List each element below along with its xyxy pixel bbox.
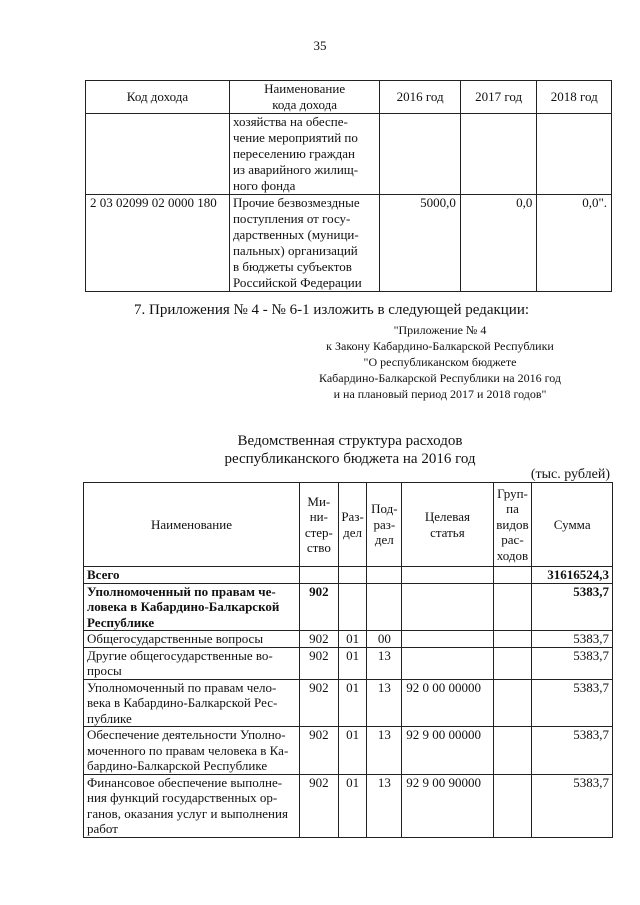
header-line: Под-: [371, 501, 398, 517]
cell-name-line: моченного по правам человека в Ка-: [87, 742, 289, 758]
header-line: стер-: [304, 524, 333, 540]
cell-2016: [380, 114, 461, 195]
cell-ministry: 902: [300, 631, 339, 648]
income-table-header: [86, 81, 612, 114]
header-line: раз-: [373, 516, 396, 532]
cell-ministry: 902: [300, 679, 339, 727]
page-number: 35: [313, 38, 327, 53]
cell-ministry: 902: [300, 583, 339, 631]
cell-group: [493, 583, 532, 631]
header-line: видов: [496, 516, 529, 532]
header-ministry: [300, 483, 339, 567]
cell-name-line: в бюджеты субъектов: [232, 259, 352, 274]
cell-ministry: [300, 567, 339, 584]
header-2017: 2017 год: [460, 81, 537, 114]
cell-name-line: Республике: [87, 614, 155, 630]
table-row: [86, 195, 612, 292]
cell-section: 01: [338, 774, 367, 837]
income-table: [85, 80, 612, 292]
cell-name-line: Обеспечение деятельности Уполно-: [87, 727, 286, 742]
cell-sum: 5383,7: [532, 727, 613, 775]
cell-name: [84, 647, 300, 679]
cell-group: [493, 679, 532, 727]
cell-name: [84, 631, 300, 648]
cell-name: [84, 679, 300, 727]
cell-sum: 5383,7: [532, 647, 613, 679]
header-line: ство: [306, 540, 331, 555]
cell-name-line: Уполномоченный по правам че-: [87, 583, 276, 599]
cell-2017: 0,0: [460, 195, 537, 292]
cell-target: [402, 583, 493, 631]
cell-sum: 5383,7: [532, 631, 613, 648]
appendix-line: к Закону Кабардино-Балкарской Республики: [326, 339, 554, 353]
cell-subsection: 13: [367, 727, 402, 775]
table-row: [86, 114, 612, 195]
cell-target: [402, 631, 493, 648]
cell-ministry: 902: [300, 774, 339, 837]
cell-subsection: 13: [367, 647, 402, 679]
cell-2018: [537, 114, 612, 195]
cell-name-line: бардино-Балкарской Республике: [87, 758, 268, 773]
cell-name-line: чение мероприятий по: [232, 130, 358, 145]
header-line: ни-: [309, 509, 328, 524]
appendix-line: "Приложение № 4: [393, 323, 487, 337]
table-row: [84, 647, 613, 679]
appendix-line: "О республиканском бюджете: [363, 355, 517, 369]
cell-name: [84, 774, 300, 837]
cell-subsection: 13: [367, 774, 402, 837]
cell-group: [493, 774, 532, 837]
cell-subsection: [367, 583, 402, 631]
cell-subsection: 00: [367, 631, 402, 648]
cell-ministry: 902: [300, 727, 339, 775]
cell-code: 2 03 02099 02 0000 180: [86, 195, 230, 292]
cell-section: 01: [338, 647, 367, 679]
table-title-line: республиканского бюджета на 2016 год: [224, 451, 476, 467]
table-title-line: Ведомственная структура расходов: [237, 433, 463, 449]
cell-name: [229, 195, 379, 292]
header-2018: 2018 год: [537, 81, 612, 114]
paragraph-7: 7. Приложения № 4 - № 6-1 изложить в следующей редакции:: [134, 302, 530, 318]
header-line: Груп-: [497, 485, 528, 501]
cell-name-line: Всего: [87, 567, 120, 582]
cell-name-line: Российской Федерации: [232, 275, 362, 290]
cell-name-line: Прочие безвозмездные: [232, 195, 360, 210]
header-code: Код дохода: [86, 81, 230, 114]
table-row: [84, 631, 613, 648]
cell-name: [84, 727, 300, 775]
header-line: статья: [430, 524, 465, 540]
table-row: [84, 567, 613, 584]
header-sum: Сумма: [532, 483, 613, 567]
cell-target: 92 9 00 00000: [402, 727, 493, 775]
header-line: дел: [374, 532, 394, 548]
table-row: [84, 774, 613, 837]
header-target: [402, 483, 493, 567]
cell-name-line: Другие общегосударственные во-: [87, 647, 273, 663]
cell-name-line: пальных) организаций: [232, 243, 358, 258]
cell-sum: 31616524,3: [532, 567, 613, 584]
cell-section: 01: [338, 631, 367, 648]
header-line: ходов: [496, 547, 529, 563]
cell-section: 01: [338, 679, 367, 727]
cell-2017: [460, 114, 537, 195]
cell-target: 92 0 00 00000: [402, 679, 493, 727]
table-row: [84, 679, 613, 727]
cell-name-line: ловека в Кабардино-Балкарской: [87, 599, 280, 614]
header-subsection: [367, 483, 402, 567]
appendix-line: и на плановый период 2017 и 2018 годов": [333, 387, 547, 401]
header-line: Ми-: [307, 493, 331, 509]
cell-name: [84, 583, 300, 631]
cell-name-line: дарственных (муници-: [232, 227, 359, 242]
header-group: [493, 483, 532, 567]
header-2016: 2016 год: [380, 81, 461, 114]
cell-ministry: 902: [300, 647, 339, 679]
cell-group: [493, 727, 532, 775]
cell-name: [84, 567, 300, 584]
cell-section: [338, 567, 367, 584]
header-section: [338, 483, 367, 567]
header-line: Раз-: [341, 509, 364, 524]
cell-name-line: Уполномоченный по правам чело-: [87, 679, 277, 695]
cell-subsection: 13: [367, 679, 402, 727]
cell-group: [493, 631, 532, 648]
cell-group: [493, 647, 532, 679]
cell-target: 92 9 00 90000: [402, 774, 493, 837]
table-row: [84, 583, 613, 631]
table-row: [84, 727, 613, 775]
cell-subsection: [367, 567, 402, 584]
cell-name-line: из аварийного жилищ-: [232, 162, 359, 177]
header-line: Целевая: [424, 509, 470, 524]
header-line: рас-: [501, 532, 524, 548]
units-label: (тыс. рублей): [530, 467, 610, 482]
header-name: Наименование: [84, 483, 300, 567]
header-line: па: [506, 501, 519, 517]
cell-name-line: публике: [87, 710, 132, 726]
cell-2018: 0,0".: [537, 195, 612, 292]
cell-name: [229, 114, 379, 195]
header-name-line: Наименование: [264, 81, 346, 96]
cell-name-line: Общегосударственные вопросы: [87, 631, 264, 646]
cell-name-line: ния функций государственных ор-: [87, 790, 278, 805]
header-name: [229, 81, 379, 114]
header-line: дел: [343, 524, 362, 540]
cell-section: 01: [338, 727, 367, 775]
cell-group: [493, 567, 532, 584]
cell-name-line: переселению граждан: [232, 146, 356, 161]
cell-sum: 5383,7: [532, 679, 613, 727]
cell-name-line: поступления от госу-: [232, 211, 351, 226]
cell-name-line: ного фонда: [232, 178, 296, 193]
appendix-header: [280, 322, 600, 402]
table-title: [0, 432, 640, 468]
cell-name-line: хозяйства на обеспе-: [232, 114, 348, 129]
expense-table-header: [84, 483, 613, 567]
header-name-line: кода дохода: [272, 97, 337, 112]
cell-name-line: ганов, оказания услуг и выполнения: [87, 805, 288, 821]
cell-target: [402, 647, 493, 679]
cell-target: [402, 567, 493, 584]
cell-sum: 5383,7: [532, 583, 613, 631]
cell-name-line: работ: [87, 821, 118, 836]
expense-table: [83, 482, 613, 838]
cell-name-line: Финансовое обеспечение выполне-: [87, 774, 283, 790]
cell-2016: 5000,0: [380, 195, 461, 292]
cell-sum: 5383,7: [532, 774, 613, 837]
cell-code: [86, 114, 230, 195]
cell-name-line: века в Кабардино-Балкарской Рес-: [87, 695, 278, 710]
cell-section: [338, 583, 367, 631]
cell-name-line: просы: [87, 663, 122, 678]
appendix-line: Кабардино-Балкарской Республики на 2016 год: [319, 371, 561, 385]
